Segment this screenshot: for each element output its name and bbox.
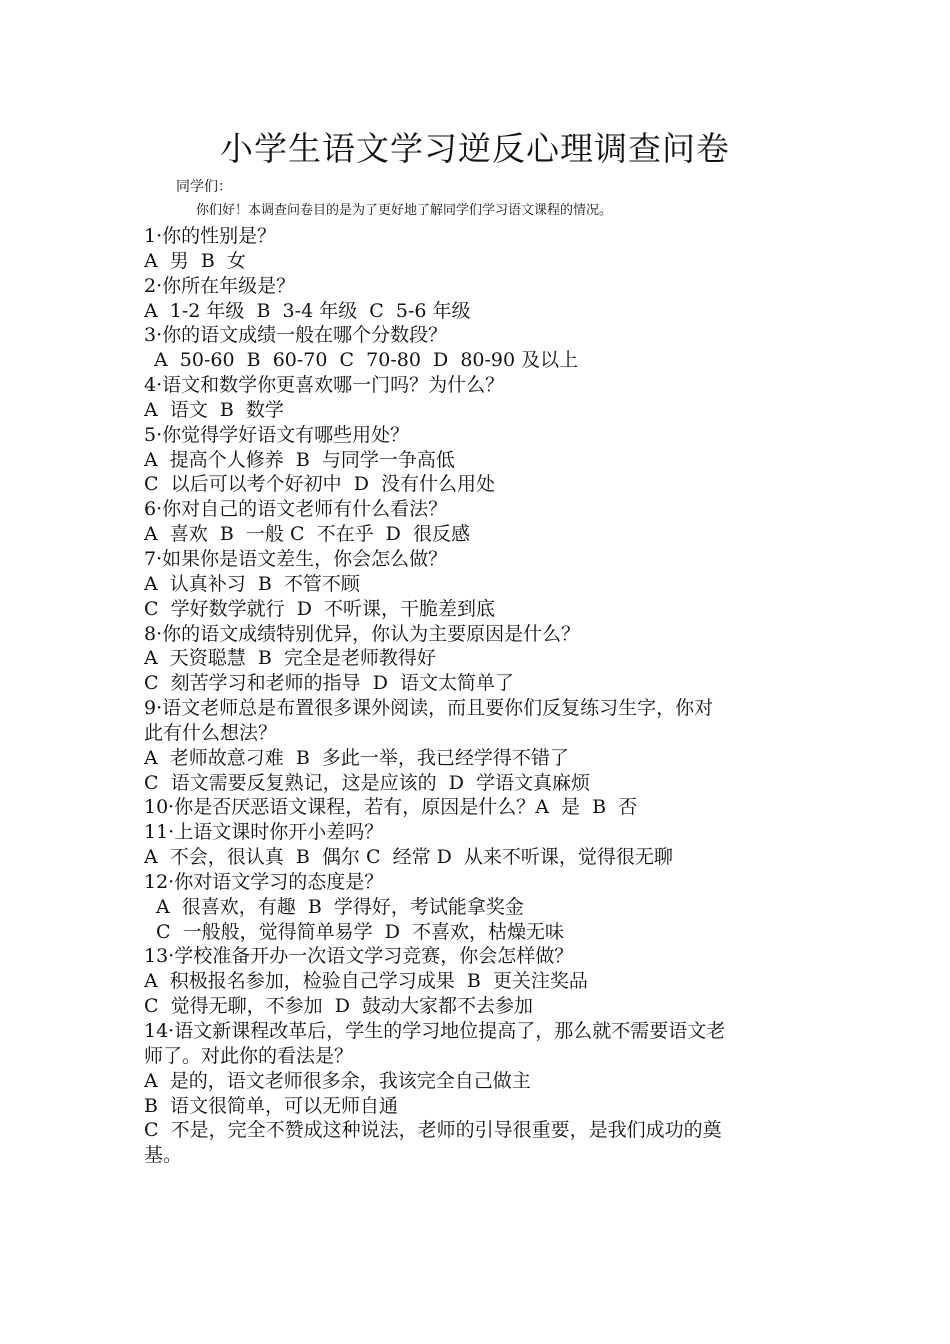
question-1: 1·你的性别是？ (144, 225, 277, 247)
question-14-option-b: B 语文很简单，可以无师自通 (144, 1094, 399, 1117)
question-12-options-ab: A 很喜欢，有趣 B 学得好，考试能拿奖金 (156, 895, 524, 918)
greeting-text: 同学们： (176, 179, 232, 195)
question-3-options: A 50-60 B 60-70 C 70-80 D 80-90 及以上 (154, 349, 579, 372)
question-6: 6·你对自己的语文老师有什么看法？ (144, 498, 448, 521)
question-9-options-cd: C 语文需要反复熟记，这是应该的 D 学语文真麻烦 (144, 771, 591, 794)
question-1-options: A 男 B 女 (144, 249, 246, 272)
question-14-line-2: 师了。对此你的看法是？ (144, 1044, 354, 1067)
question-11-options: A 不会，很认真 B 偶尔 C 经常 D 从来不听课，觉得很无聊 (144, 846, 673, 869)
question-13-options-cd: C 觉得无聊，不参加 D 鼓动大家都不去参加 (144, 995, 534, 1018)
question-5-options-cd: C 以后可以考个好初中 D 没有什么用处 (144, 473, 496, 496)
questionnaire-body (144, 224, 810, 1168)
question-9-options-ab: A 老师故意刁难 B 多此一举，我已经学得不错了 (144, 746, 569, 769)
question-9-line-1: 9·语文老师总是布置很多课外阅读，而且要你们反复练习生字，你对 (144, 697, 714, 720)
question-7-options-ab: A 认真补习 B 不管不顾 (144, 572, 360, 595)
question-8: 8·你的语文成绩特别优异，你认为主要原因是什么？ (144, 622, 581, 645)
question-14-option-a: A 是的，语文老师很多余，我该完全自己做主 (144, 1069, 531, 1092)
document-title: 小学生语文学习逆反心理调查问卷 (220, 129, 730, 168)
question-13-options-ab: A 积极报名参加，检验自己学习成果 B 更关注奖品 (144, 970, 588, 993)
question-11: 11·上语文课时你开小差吗？ (144, 821, 384, 844)
question-9-line-2: 此有什么想法？ (144, 721, 278, 744)
question-12-options-cd: C 一般般，觉得简单易学 D 不喜欢，枯燥无味 (156, 920, 565, 943)
question-2-options: A 1-2 年级 B 3-4 年级 C 5-6 年级 (144, 299, 471, 322)
question-13: 13·学校准备开办一次语文学习竞赛，你会怎样做？ (144, 945, 574, 968)
question-14-option-c-line-2: 基。 (144, 1144, 183, 1167)
question-5-options-ab: A 提高个人修养 B 与同学一争高低 (144, 448, 455, 471)
question-2: 2·你所在年级是？ (144, 274, 296, 297)
question-8-options-cd: C 刻苦学习和老师的指导 D 语文太简单了 (144, 672, 515, 695)
question-5: 5·你觉得学好语文有哪些用处？ (144, 423, 410, 446)
intro-text: 你们好！本调查问卷目的是为了更好地了解同学们学习语文课程的情况。 (196, 203, 613, 218)
question-7-options-cd: C 学好数学就行 D 不听课，干脆差到底 (144, 597, 496, 620)
question-4: 4·语文和数学你更喜欢哪一门吗？为什么？ (144, 374, 505, 397)
question-7: 7·如果你是语文差生，你会怎么做？ (144, 547, 448, 570)
question-3: 3·你的语文成绩一般在哪个分数段？ (144, 324, 448, 347)
question-8-options-ab: A 天资聪慧 B 完全是老师教得好 (144, 647, 436, 670)
question-14-option-c-line-1: C 不是，完全不赞成这种说法，老师的引导很重要，是我们成功的奠 (144, 1119, 722, 1142)
question-6-options: A 喜欢 B 一般 C 不在乎 D 很反感 (144, 523, 470, 546)
question-12: 12·你对语文学习的态度是？ (144, 870, 384, 893)
question-14-line-1: 14·语文新课程改革后，学生的学习地位提高了，那么就不需要语文老 (144, 1020, 726, 1042)
question-10: 10·你是否厌恶语文课程，若有，原因是什么？A 是 B 否 (144, 796, 638, 819)
question-4-options: A 语文 B 数学 (144, 398, 284, 421)
